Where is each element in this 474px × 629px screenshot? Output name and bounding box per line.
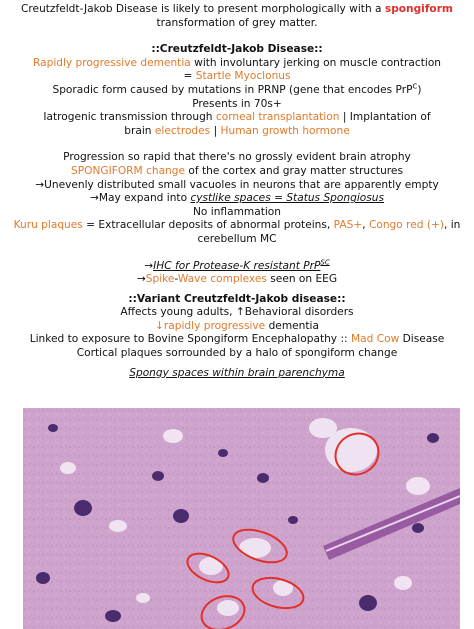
intro-line-2: transformation of grey matter. [156,16,318,29]
micrograph-image [23,408,460,629]
cjd-heading: ::Creutzfeldt-Jakob Disease:: [151,43,323,56]
progression-line-7: cerebellum MC [197,232,277,245]
variant-heading: ::Variant Creutzfeldt-Jakob disease:: [128,292,346,305]
figure-caption: Spongy spaces within brain parenchyma [129,366,345,379]
progression-line-1: Progression so rapid that there's no grossly evident brain atrophy [63,151,411,164]
variant-line-2: ↓rapidly progressive dementia [155,319,319,332]
progression-line-2: SPONGIFORM change of the cortex and gray matter structures [71,164,403,177]
progression-line-6: Kuru plaques = Extracellular deposits of abnormal proteins, PAS+, Congo red (+), in [13,219,461,232]
cjd-line-3: Sporadic form caused by mutations in PRNP (gene that encodes PrP$^C$) [52,82,422,96]
cjd-line-1: Rapidly progressive dementia with involuntary jerking on muscle contraction [32,56,442,69]
progression-line-5: No inflammation [192,205,282,218]
cjd-line-2: = Startle Myoclonus [183,70,291,83]
progression-line-3: →Unevenly distributed small vacuoles in neurons that are apparently empty [35,178,439,191]
cjd-line-4: Presents in 70s+ [192,97,282,110]
variant-line-1: Affects young adults, ↑Behavioral disorders [120,306,354,319]
variant-line-4: Cortical plaques sorrounded by a halo of spongiform change [76,347,398,360]
variant-line-3: Linked to exposure to Bovine Spongiform Encephalopathy :: Mad Cow Disease [29,333,445,346]
cjd-line-5: Iatrogenic transmission through corneal transplantation | Implantation of [43,111,431,124]
tests-line-2: →Spike-Wave complexes seen on EEG [136,273,338,286]
tests-line-1: →IHC for Protease-K resistant PrP$^{SC}$ [144,257,330,272]
progression-line-4: →May expand into cystlike spaces = Status Spongiosus [90,192,384,205]
spongiform-highlight: spongiform [384,3,453,15]
intro-line-1: Creutzfeldt-Jakob Disease is likely to present morphologically with a spongiform [21,3,453,15]
cjd-line-6: brain electrodes | Human growth hormone [124,124,350,137]
micrograph [23,408,460,629]
